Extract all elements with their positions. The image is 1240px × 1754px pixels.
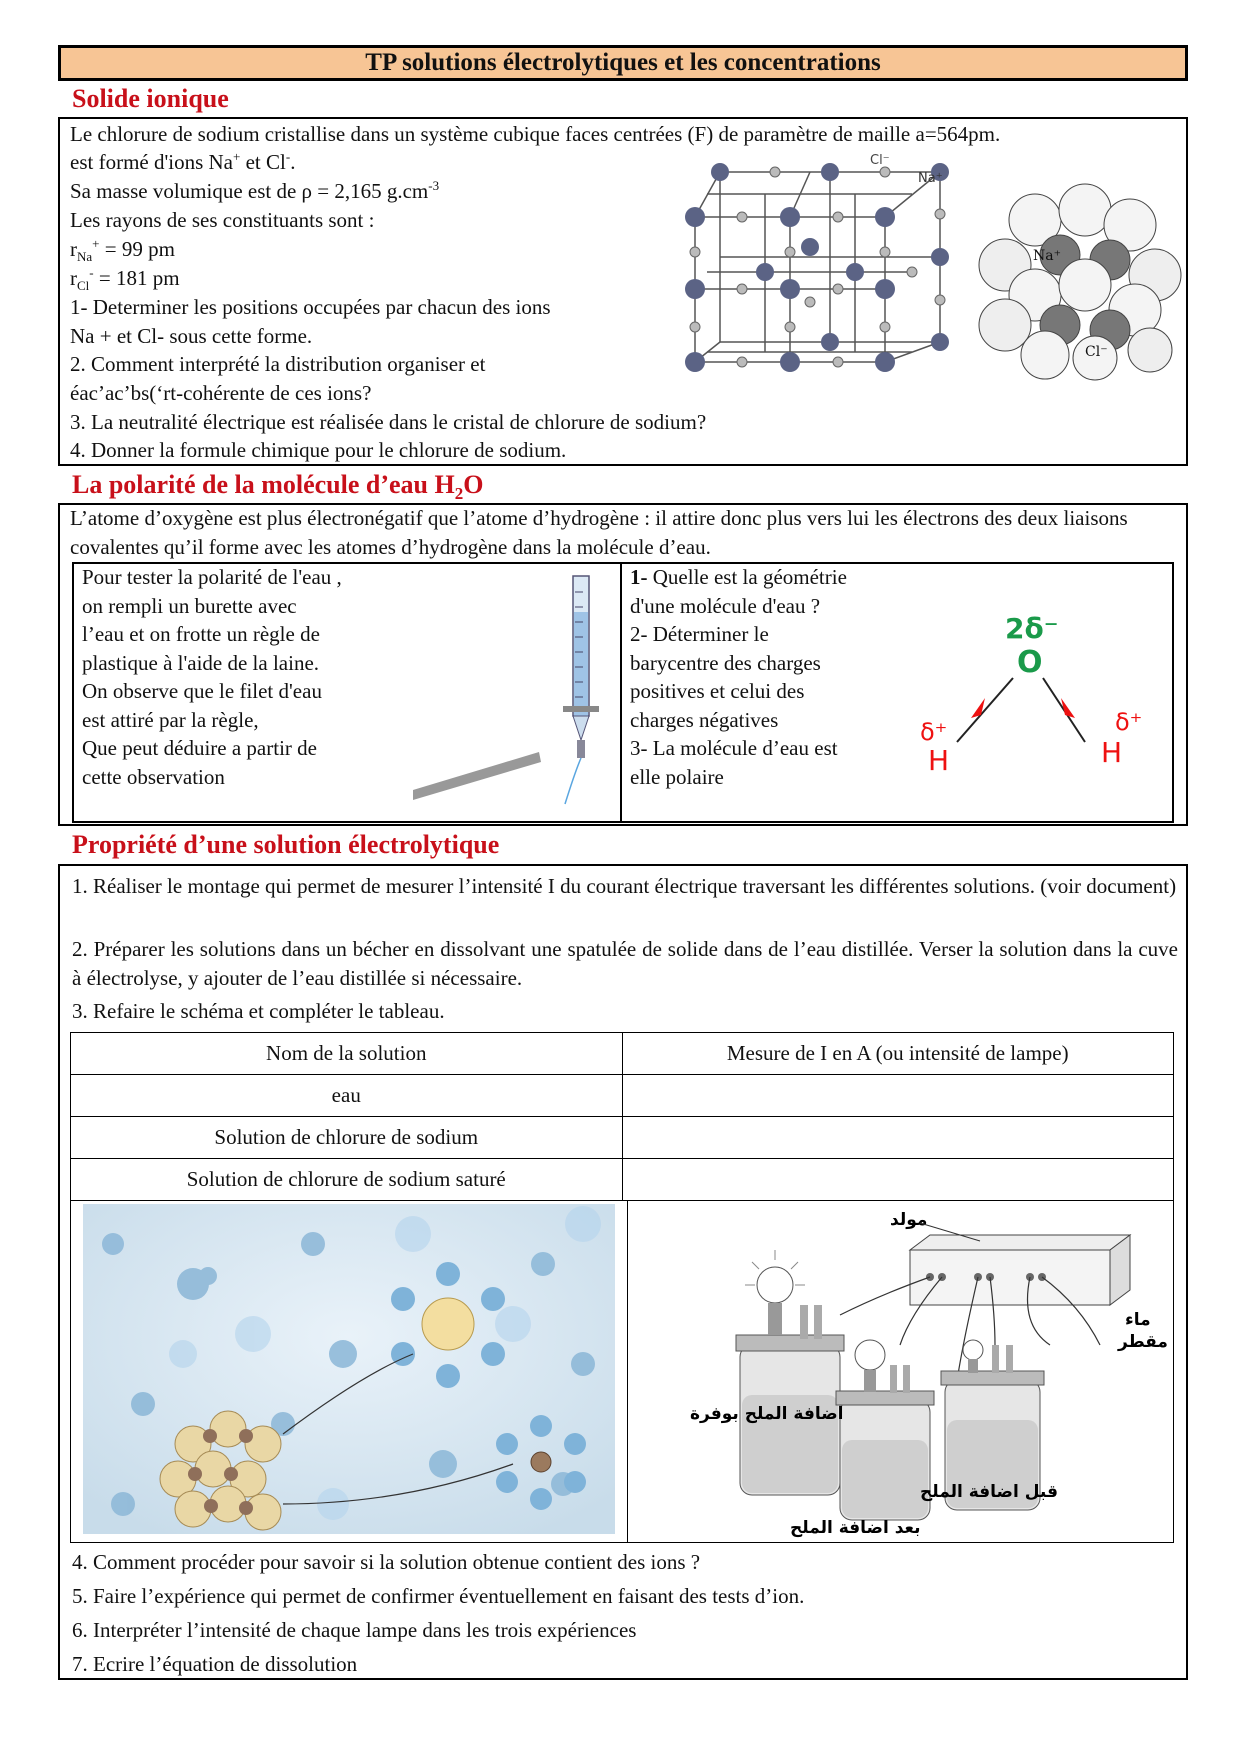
text-polarite-intro: L’atome d’oxygène est plus électronégatif que l’atome d’hydrogène : il attire donc plus vers lui les électrons des deux liaisons covalentes qu’il forme avec les atomes d’hydrogène dans la molécule d’eau. [70, 506, 1128, 559]
text-intro: Le chlorure de sodium cristallise dans un système cubique faces centrées (F) de paramètre de maille a=564pm. [70, 122, 1001, 146]
h-left-label: H [928, 744, 950, 777]
water-molecule-figure [905, 590, 1165, 810]
label-water-2: مقطر [1118, 1332, 1168, 1352]
section-heading-propriete: Propriété d’une solution électrolytique [72, 830, 500, 859]
table-cell[interactable] [622, 1117, 1174, 1159]
label-na-2: Na⁺ [1033, 248, 1061, 264]
table-header-row [71, 1033, 1174, 1075]
table-cell[interactable] [622, 1159, 1174, 1201]
table-cell[interactable] [622, 1075, 1174, 1117]
table-cell: eau [71, 1075, 623, 1117]
question-2-distribution: 2. Comment interprété la distribution organiser et éac’ac’bs(‘rt-cohérente de ces ions? [70, 352, 486, 405]
section-heading-polarite: La polarité de la molécule d’eau $H_2O$ [72, 470, 484, 504]
text-questions-molecule: 1- Quelle est la géométrie d'une molécule d'eau ? [630, 565, 847, 618]
text-r-cl: $r_{Cl}^- = 181$ pm [70, 265, 180, 294]
measurement-table [70, 1032, 1174, 1201]
o-label: O [1017, 645, 1043, 680]
question-3-neutralite: 3. La neutralité électrique est réalisée dans le cristal de chlorure de sodium? [70, 410, 707, 434]
section-heading-solide-ionique: Solide ionique [72, 84, 229, 113]
label-before-salt: قبل اضافة الملح [920, 1482, 1058, 1502]
label-na: Na⁺ [918, 171, 943, 186]
experiment-divider [620, 562, 622, 823]
question-1-positions: 1- Determiner les positions occupées par chacun des ions Na + et Cl- sous cette forme. [70, 295, 551, 348]
page-title: TP solutions électrolytiques et les concentrations [58, 45, 1188, 81]
question-5-tests: 5. Faire l’expérience qui permet de confirmer éventuellement en faisant des tests d’ion. [72, 1584, 805, 1608]
o-charge-label: 2δ⁻ [1005, 612, 1059, 645]
instruction-1: 1. Réaliser le montage qui permet de mesurer l’intensité I du courant électrique traversant les différentes solutions. (voir document) [72, 874, 1177, 898]
label-lots-salt: اضافة الملح بوفرة [690, 1404, 844, 1424]
question-4-formule: 4. Donner la formule chimique pour le chlorure de sodium. [70, 438, 567, 462]
text-r-na: $r_{Na}^+ = 99$ pm [70, 236, 175, 265]
h-right-label: H [1101, 736, 1123, 769]
label-after-salt: بعد اضافة الملح [790, 1518, 921, 1538]
instruction-3: 3. Refaire le schéma et compléter le tableau. [72, 999, 445, 1023]
h-left-charge: δ⁺ [920, 718, 948, 746]
text-rayons: Les rayons de ses constituants sont : [70, 208, 375, 232]
text-density: Sa masse volumique est de ρ = 2,165 $g.cm^{-3}$ [70, 178, 440, 203]
label-water-1: ماء [1125, 1310, 1151, 1330]
text-questions-barycentre: 2- Déterminer le barycentre des charges positives et celui des charges négatives 3- La molécule d’eau est elle polaire [630, 622, 838, 789]
nacl-packing-figure [975, 180, 1185, 380]
table-row [71, 1075, 1174, 1117]
table-cell: Solution de chlorure de sodium saturé [71, 1159, 623, 1201]
table-header-cell: Mesure de I en A (ou intensité de lampe) [622, 1033, 1174, 1075]
h-right-charge: δ⁺ [1115, 708, 1143, 736]
label-generator: مولد [890, 1210, 928, 1230]
label-cl-2: Cl⁻ [1085, 344, 1108, 360]
table-row [71, 1117, 1174, 1159]
question-4-ions: 4. Comment procéder pour savoir si la solution obtenue contient des ions ? [72, 1550, 701, 1574]
question-6-lampes: 6. Interpréter l’intensité de chaque lampe dans les trois expériences [72, 1618, 637, 1642]
table-row [71, 1159, 1174, 1201]
table-header-cell: Nom de la solution [71, 1033, 623, 1075]
dissolution-illustration [83, 1204, 615, 1534]
nacl-lattice-figure [670, 152, 960, 382]
figures-divider [627, 1200, 628, 1543]
text-ions: est formé d'ions Na+ et Cl-. [70, 149, 296, 174]
question-7-equation: 7. Ecrire l’équation de dissolution [72, 1652, 358, 1676]
text-experiment: Pour tester la polarité de l'eau , on rempli un burette avec l’eau et on frotte un règle de plastique à l'aide de la laine. On observe que le filet d'eau est attiré par la règle, Que peut déduire a partir de cette observation [82, 565, 342, 789]
instruction-2: 2. Préparer les solutions dans un bécher en dissolvant une spatulée de solide dans de l’eau distillée. Verser la solution dans la cuve à électrolyse, y ajouter de l’eau distillée si nécessaire. [72, 937, 1178, 990]
label-cl: Cl⁻ [870, 153, 890, 168]
burette-figure [405, 572, 615, 812]
electrolysis-illustration [690, 1205, 1170, 1540]
table-cell: Solution de chlorure de sodium [71, 1117, 623, 1159]
